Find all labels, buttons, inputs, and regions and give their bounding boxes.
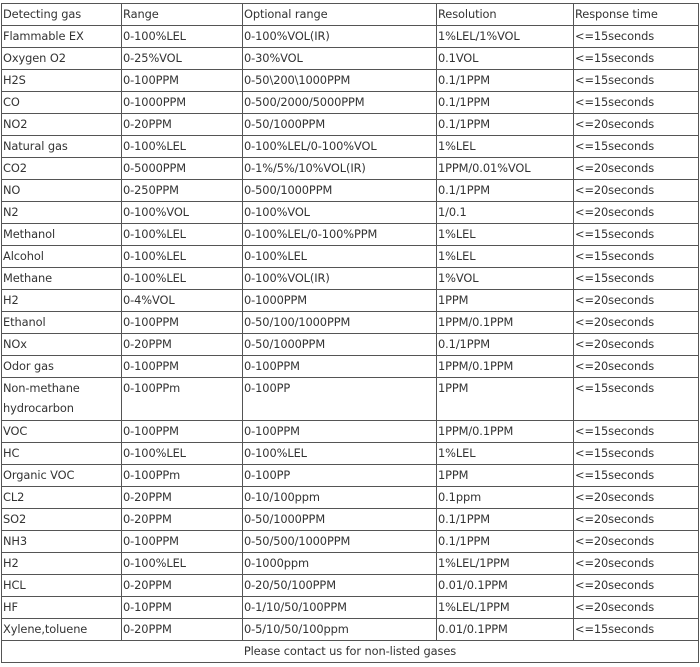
cell-resolution: 0.1/1PPM — [437, 70, 574, 92]
cell-detecting-gas: CL2 — [2, 487, 122, 509]
cell-detecting-gas: NOx — [2, 334, 122, 356]
cell-response-time: <=20seconds — [574, 114, 699, 136]
cell-response-time: <=20seconds — [574, 575, 699, 597]
cell-detecting-gas: NO — [2, 180, 122, 202]
cell-resolution: 0.1/1PPM — [437, 509, 574, 531]
cell-optional-range: 0-100PPM — [243, 421, 437, 443]
cell-response-time: <=20seconds — [574, 509, 699, 531]
cell-range: 0-100%LEL — [122, 224, 243, 246]
table-row — [2, 421, 699, 443]
cell-range: 0-100PPm — [122, 378, 243, 421]
cell-resolution: 0.1ppm — [437, 487, 574, 509]
cell-detecting-gas: Natural gas — [2, 136, 122, 158]
table-row — [2, 70, 699, 92]
cell-optional-range: 0-50/100/1000PPM — [243, 312, 437, 334]
cell-optional-range: 0-1000ppm — [243, 553, 437, 575]
cell-response-time: <=20seconds — [574, 290, 699, 312]
cell-response-time: <=20seconds — [574, 202, 699, 224]
cell-detecting-gas: Oxygen O2 — [2, 48, 122, 70]
table-row — [2, 575, 699, 597]
header-detecting-gas: Detecting gas — [2, 4, 122, 26]
table-row — [2, 509, 699, 531]
table-row — [2, 290, 699, 312]
cell-range: 0-20PPM — [122, 619, 243, 641]
cell-optional-range: 0-100%LEL/0-100%PPM — [243, 224, 437, 246]
cell-response-time: <=20seconds — [574, 597, 699, 619]
table-row — [2, 619, 699, 641]
cell-optional-range: 0-1/10/50/100PPM — [243, 597, 437, 619]
cell-resolution: 1%VOL — [437, 268, 574, 290]
table-row — [2, 224, 699, 246]
cell-detecting-gas: Alcohol — [2, 246, 122, 268]
cell-range: 0-100%VOL — [122, 202, 243, 224]
cell-range: 0-100PPM — [122, 421, 243, 443]
cell-optional-range: 0-100PPM — [243, 356, 437, 378]
cell-detecting-gas: NO2 — [2, 114, 122, 136]
cell-response-time: <=15seconds — [574, 26, 699, 48]
table-row — [2, 48, 699, 70]
cell-detecting-gas: SO2 — [2, 509, 122, 531]
cell-detecting-gas: H2 — [2, 553, 122, 575]
cell-range: 0-20PPM — [122, 575, 243, 597]
footer-row — [2, 641, 699, 663]
cell-range: 0-1000PPM — [122, 92, 243, 114]
cell-range: 0-100%LEL — [122, 268, 243, 290]
table-row — [2, 531, 699, 553]
cell-resolution: 1%LEL/1PPM — [437, 597, 574, 619]
cell-range: 0-20PPM — [122, 487, 243, 509]
cell-resolution: 0.1/1PPM — [437, 334, 574, 356]
table-row — [2, 597, 699, 619]
cell-optional-range: 0-100%LEL — [243, 246, 437, 268]
cell-response-time: <=15seconds — [574, 443, 699, 465]
cell-resolution: 1PPM/0.1PPM — [437, 312, 574, 334]
cell-detecting-gas: HF — [2, 597, 122, 619]
cell-range: 0-100PPM — [122, 531, 243, 553]
cell-resolution: 0.1VOL — [437, 48, 574, 70]
table-row — [2, 158, 699, 180]
cell-resolution: 0.1/1PPM — [437, 531, 574, 553]
cell-range: 0-5000PPM — [122, 158, 243, 180]
cell-resolution: 1%LEL/1PPM — [437, 553, 574, 575]
cell-response-time: <=20seconds — [574, 487, 699, 509]
cell-detecting-gas: H2S — [2, 70, 122, 92]
cell-resolution: 1PPM — [437, 465, 574, 487]
cell-range: 0-100PPm — [122, 465, 243, 487]
header-resolution: Resolution — [437, 4, 574, 26]
cell-detecting-gas: Xylene,toluene — [2, 619, 122, 641]
table-row — [2, 334, 699, 356]
cell-range: 0-25%VOL — [122, 48, 243, 70]
cell-detecting-gas: VOC — [2, 421, 122, 443]
cell-resolution: 0.01/0.1PPM — [437, 575, 574, 597]
cell-response-time: <=15seconds — [574, 619, 699, 641]
table-row — [2, 356, 699, 378]
cell-resolution: 0.1/1PPM — [437, 92, 574, 114]
cell-range: 0-100PPM — [122, 312, 243, 334]
cell-optional-range: 0-100%VOL(IR) — [243, 26, 437, 48]
cell-detecting-gas: CO — [2, 92, 122, 114]
cell-range: 0-100%LEL — [122, 26, 243, 48]
cell-response-time: <=15seconds — [574, 268, 699, 290]
cell-optional-range: 0-50\200\1000PPM — [243, 70, 437, 92]
cell-optional-range: 0-100PP — [243, 465, 437, 487]
cell-optional-range: 0-1000PPM — [243, 290, 437, 312]
cell-range: 0-100%LEL — [122, 246, 243, 268]
cell-resolution: 1PPM/0.1PPM — [437, 356, 574, 378]
cell-resolution: 1%LEL — [437, 136, 574, 158]
cell-range: 0-250PPM — [122, 180, 243, 202]
table-row — [2, 92, 699, 114]
table-row — [2, 465, 699, 487]
cell-detecting-gas: HCL — [2, 575, 122, 597]
cell-detecting-gas: H2 — [2, 290, 122, 312]
cell-response-time: <=15seconds — [574, 70, 699, 92]
cell-resolution: 1%LEL — [437, 246, 574, 268]
cell-resolution: 1PPM/0.1PPM — [437, 421, 574, 443]
cell-response-time: <=20seconds — [574, 158, 699, 180]
cell-optional-range: 0-500/1000PPM — [243, 180, 437, 202]
cell-range: 0-10PPM — [122, 597, 243, 619]
cell-response-time: <=15seconds — [574, 92, 699, 114]
cell-detecting-gas: N2 — [2, 202, 122, 224]
cell-detecting-gas: Methane — [2, 268, 122, 290]
cell-response-time: <=15seconds — [574, 48, 699, 70]
cell-response-time: <=15seconds — [574, 378, 699, 421]
cell-response-time: <=15seconds — [574, 421, 699, 443]
cell-resolution: 0.1/1PPM — [437, 114, 574, 136]
cell-range: 0-4%VOL — [122, 290, 243, 312]
cell-response-time: <=20seconds — [574, 334, 699, 356]
cell-range: 0-100%LEL — [122, 443, 243, 465]
table-row — [2, 114, 699, 136]
cell-optional-range: 0-100%VOL(IR) — [243, 268, 437, 290]
table-row — [2, 312, 699, 334]
cell-optional-range: 0-100%LEL — [243, 443, 437, 465]
footer-note: Please contact us for non-listed gases — [2, 641, 699, 663]
table-row — [2, 443, 699, 465]
cell-detecting-gas: Ethanol — [2, 312, 122, 334]
cell-response-time: <=20seconds — [574, 356, 699, 378]
cell-resolution: 1PPM — [437, 378, 574, 421]
cell-optional-range: 0-1%/5%/10%VOL(IR) — [243, 158, 437, 180]
cell-optional-range: 0-50/1000PPM — [243, 334, 437, 356]
cell-response-time: <=15seconds — [574, 224, 699, 246]
table-row — [2, 553, 699, 575]
cell-range: 0-20PPM — [122, 114, 243, 136]
cell-response-time: <=20seconds — [574, 531, 699, 553]
cell-detecting-gas: HC — [2, 443, 122, 465]
cell-optional-range: 0-30%VOL — [243, 48, 437, 70]
table-row — [2, 180, 699, 202]
table-body — [2, 26, 699, 641]
cell-range: 0-20PPM — [122, 509, 243, 531]
cell-response-time: <=15seconds — [574, 246, 699, 268]
cell-response-time: <=15seconds — [574, 465, 699, 487]
header-range: Range — [122, 4, 243, 26]
cell-range: 0-100%LEL — [122, 136, 243, 158]
table-row — [2, 246, 699, 268]
table-row — [2, 268, 699, 290]
cell-optional-range: 0-50/1000PPM — [243, 114, 437, 136]
cell-optional-range: 0-100PP — [243, 378, 437, 421]
cell-response-time: <=15seconds — [574, 136, 699, 158]
cell-optional-range: 0-20/50/100PPM — [243, 575, 437, 597]
cell-detecting-gas: Odor gas — [2, 356, 122, 378]
cell-response-time: <=20seconds — [574, 312, 699, 334]
cell-range: 0-100PPM — [122, 70, 243, 92]
cell-resolution: 1/0.1 — [437, 202, 574, 224]
cell-resolution: 0.01/0.1PPM — [437, 619, 574, 641]
cell-resolution: 1%LEL/1%VOL — [437, 26, 574, 48]
cell-resolution: 1PPM/0.01%VOL — [437, 158, 574, 180]
cell-resolution: 1PPM — [437, 290, 574, 312]
cell-detecting-gas: Non-methane hydrocarbon — [2, 378, 122, 421]
cell-optional-range: 0-50/500/1000PPM — [243, 531, 437, 553]
cell-range: 0-100%LEL — [122, 553, 243, 575]
cell-detecting-gas: Flammable EX — [2, 26, 122, 48]
header-optional-range: Optional range — [243, 4, 437, 26]
cell-optional-range: 0-5/10/50/100ppm — [243, 619, 437, 641]
cell-range: 0-100PPM — [122, 356, 243, 378]
table-row — [2, 136, 699, 158]
header-row — [2, 4, 699, 26]
cell-optional-range: 0-500/2000/5000PPM — [243, 92, 437, 114]
table-row — [2, 378, 699, 421]
cell-response-time: <=20seconds — [574, 553, 699, 575]
cell-resolution: 0.1/1PPM — [437, 180, 574, 202]
cell-optional-range: 0-100%VOL — [243, 202, 437, 224]
gas-detection-spec-table — [1, 3, 699, 663]
cell-range: 0-20PPM — [122, 334, 243, 356]
table-row — [2, 26, 699, 48]
table-row — [2, 202, 699, 224]
cell-optional-range: 0-50/1000PPM — [243, 509, 437, 531]
cell-detecting-gas: CO2 — [2, 158, 122, 180]
cell-detecting-gas: NH3 — [2, 531, 122, 553]
cell-resolution: 1%LEL — [437, 224, 574, 246]
cell-response-time: <=20seconds — [574, 180, 699, 202]
cell-optional-range: 0-100%LEL/0-100%VOL — [243, 136, 437, 158]
table-row — [2, 487, 699, 509]
cell-resolution: 1%LEL — [437, 443, 574, 465]
header-response-time: Response time — [574, 4, 699, 26]
cell-detecting-gas: Organic VOC — [2, 465, 122, 487]
cell-detecting-gas: Methanol — [2, 224, 122, 246]
cell-optional-range: 0-10/100ppm — [243, 487, 437, 509]
